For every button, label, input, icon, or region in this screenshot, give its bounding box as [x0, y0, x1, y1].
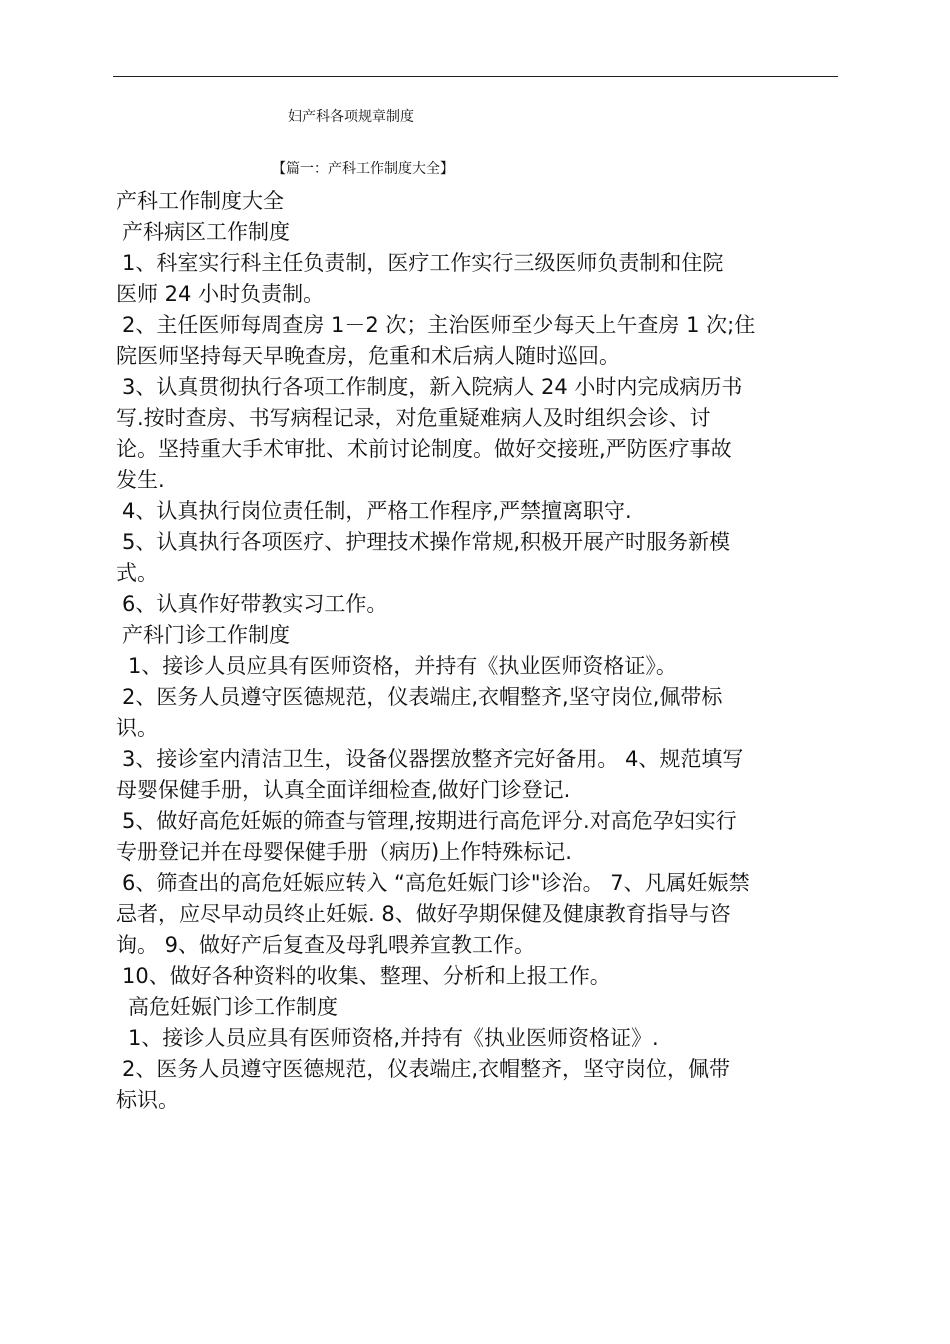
paragraph-line: 忌者，应尽早动员终止妊娠. 8、做好孕期保健及健康教育指导与咨 — [116, 902, 731, 926]
paragraph-line: 6、筛查出的高危妊娠应转入 “高危妊娠门诊"诊治。 7、凡属妊娠禁 — [122, 871, 750, 895]
paragraph-line: 发生. — [116, 468, 165, 492]
paragraph-line: 专册登记并在母婴保健手册（病历)上作特殊标记. — [116, 840, 572, 864]
document-body — [116, 186, 836, 1116]
part-title: 【篇一：产科工作制度大全】 — [272, 161, 454, 177]
section-heading-main: 产科工作制度大全 — [116, 189, 284, 213]
header-rule — [113, 76, 838, 77]
paragraph-line: 识。 — [116, 716, 158, 740]
paragraph-line: 5、认真执行各项医疗、护理技术操作常规,积极开展产时服务新模 — [122, 530, 731, 554]
paragraph-line: 式。 — [116, 561, 158, 585]
paragraph-line: 3、接诊室内清洁卫生，设备仪器摆放整齐完好备用。 4、规范填写 — [122, 747, 744, 771]
paragraph-line: 1、科室实行科主任负责制，医疗工作实行三级医师负责制和住院 — [122, 251, 724, 275]
paragraph-line: 院医师坚持每天早晚查房，危重和术后病人随时巡回。 — [116, 344, 620, 368]
section-heading-high-risk: 高危妊娠门诊工作制度 — [128, 995, 338, 1019]
paragraph-line: 6、认真作好带教实习工作。 — [122, 592, 388, 616]
paragraph-line: 5、做好高危妊娠的筛查与管理,按期进行高危评分.对高危孕妇实行 — [122, 809, 737, 833]
paragraph-line: 4、认真执行岗位责任制，严格工作程序,严禁擅离职守. — [122, 499, 632, 523]
paragraph-line: 标识。 — [116, 1088, 179, 1112]
paragraph-line: 论。坚持重大手术审批、术前讨论制度。做好交接班,严防医疗事故 — [116, 437, 732, 461]
paragraph-line: 2、主任医师每周查房 1－2 次；主治医师至少每天上午查房 1 次;住 — [122, 313, 756, 337]
paragraph-line: 2、医务人员遵守医德规范，仪表端庄,衣帽整齐,坚守岗位,佩带标 — [122, 685, 723, 709]
paragraph-line: 母婴保健手册，认真全面详细检查,做好门诊登记. — [116, 778, 571, 802]
paragraph-line: 2、医务人员遵守医德规范，仪表端庄,衣帽整齐，坚守岗位，佩带 — [122, 1057, 731, 1081]
paragraph-line: 写.按时查房、书写病程记录，对危重疑难病人及时组织会诊、讨 — [116, 406, 711, 430]
paragraph-line: 3、认真贯彻执行各项工作制度，新入院病人 24 小时内完成病历书 — [122, 375, 743, 399]
paragraph-line: 10、做好各种资料的收集、整理、分析和上报工作。 — [122, 964, 611, 988]
section-heading-ward: 产科病区工作制度 — [122, 220, 290, 244]
paragraph-line: 1、接诊人员应具有医师资格，并持有《执业医师资格证》。 — [128, 654, 677, 678]
paragraph-line: 1、接诊人员应具有医师资格,并持有《执业医师资格证》. — [128, 1026, 659, 1050]
paragraph-line: 询。 9、做好产后复查及母乳喂养宣教工作。 — [116, 933, 536, 957]
section-heading-clinic: 产科门诊工作制度 — [122, 623, 290, 647]
document-title: 妇产科各项规章制度 — [288, 109, 414, 125]
paragraph-line: 医师 24 小时负责制。 — [116, 282, 325, 306]
